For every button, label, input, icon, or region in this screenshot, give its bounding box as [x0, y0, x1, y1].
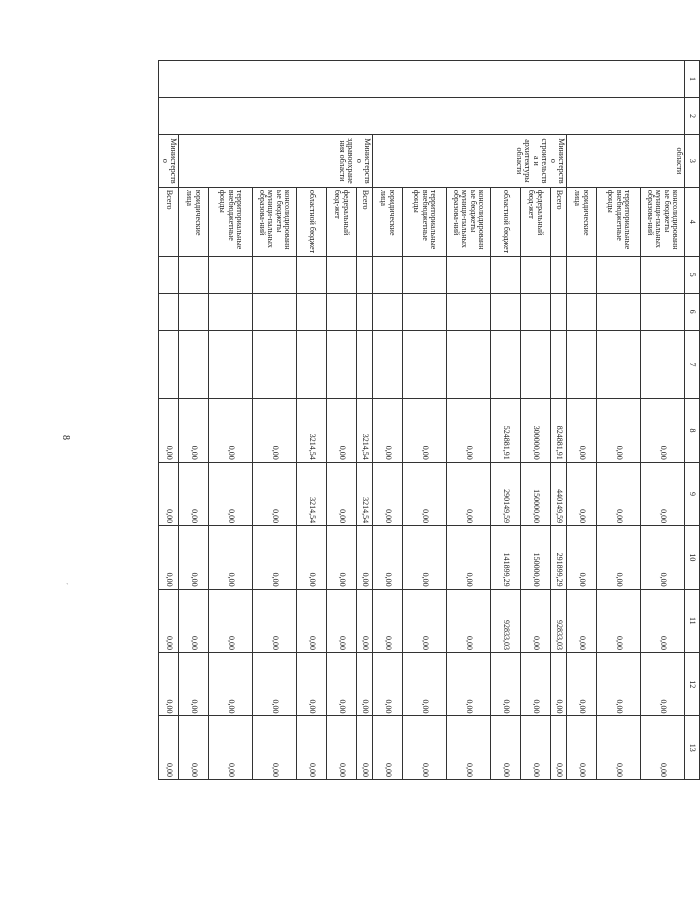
funding-source: Всего: [357, 187, 373, 256]
amount-cell: 92833,03: [551, 589, 567, 652]
cell-col6: [327, 293, 357, 330]
amount-cell: 0,00: [327, 526, 357, 589]
amount-cell: 0,00: [403, 589, 447, 652]
amount-cell: 3214,54: [357, 462, 373, 525]
funding-source: юридические лица: [373, 187, 403, 256]
cell-col6: [179, 293, 209, 330]
scan-mark: `: [66, 582, 69, 591]
cell-col2: [159, 98, 685, 135]
column-number: 9: [685, 462, 700, 525]
amount-cell: 0,00: [373, 716, 403, 780]
cell-col7: [159, 330, 179, 399]
amount-cell: 0,00: [159, 716, 179, 780]
cell-col7: [491, 330, 521, 399]
amount-cell: 0,00: [253, 399, 297, 462]
cell-col7: [209, 330, 253, 399]
column-number: 11: [685, 589, 700, 652]
amount-cell: 0,00: [209, 589, 253, 652]
cell-col7: [357, 330, 373, 399]
amount-cell: 0,00: [159, 526, 179, 589]
amount-cell: 0,00: [403, 462, 447, 525]
amount-cell: 0,00: [357, 526, 373, 589]
amount-cell: 0,00: [567, 399, 597, 462]
cell-col5: [597, 256, 641, 293]
cell-col5: [253, 256, 297, 293]
funding-source: консолидированные бюджеты муници-пальных образова-ний: [641, 187, 685, 256]
amount-cell: 0,00: [159, 653, 179, 716]
cell-col7: [597, 330, 641, 399]
cell-col5: [327, 256, 357, 293]
column-number: 8: [685, 399, 700, 462]
amount-cell: 0,00: [327, 589, 357, 652]
amount-cell: 0,00: [597, 716, 641, 780]
amount-cell: 0,00: [357, 589, 373, 652]
amount-cell: 0,00: [209, 526, 253, 589]
amount-cell: 0,00: [179, 399, 209, 462]
table-row: [357, 61, 373, 780]
amount-cell: 0,00: [327, 716, 357, 780]
amount-cell: 0,00: [641, 526, 685, 589]
amount-cell: 0,00: [179, 462, 209, 525]
funding-source: Всего: [159, 187, 179, 256]
amount-cell: 0,00: [373, 462, 403, 525]
cell-col6: [297, 293, 327, 330]
amount-cell: 0,00: [373, 399, 403, 462]
cell-col7: [253, 330, 297, 399]
amount-cell: 0,00: [491, 653, 521, 716]
amount-cell: 0,00: [373, 589, 403, 652]
column-number: 2: [685, 98, 700, 135]
amount-cell: 0,00: [403, 716, 447, 780]
responsible-executor: Министерство здравоохранения области: [179, 135, 373, 188]
cell-col6: [551, 293, 567, 330]
amount-cell: 440149,59: [551, 462, 567, 525]
rotated-table-wrap: [160, 60, 700, 780]
cell-col5: [179, 256, 209, 293]
amount-cell: 524881,91: [491, 399, 521, 462]
amount-cell: 0,00: [209, 653, 253, 716]
cell-col7: [551, 330, 567, 399]
funding-source: консолидированные бюджеты муници-пальных образова-ний: [447, 187, 491, 256]
amount-cell: 0,00: [521, 653, 551, 716]
amount-cell: 0,00: [297, 716, 327, 780]
responsible-executor: Министерство: [159, 135, 179, 188]
amount-cell: 0,00: [179, 716, 209, 780]
table-row: [159, 61, 179, 780]
cell-col6: [253, 293, 297, 330]
column-number: 4: [685, 187, 700, 256]
cell-col7: [403, 330, 447, 399]
cell-col6: [567, 293, 597, 330]
amount-cell: 0,00: [159, 399, 179, 462]
amount-cell: 0,00: [567, 653, 597, 716]
cell-col6: [373, 293, 403, 330]
amount-cell: 3214,54: [357, 399, 373, 462]
column-number: 12: [685, 653, 700, 716]
cell-col6: [641, 293, 685, 330]
amount-cell: 0,00: [253, 653, 297, 716]
funding-source: федеральный бюд-жет: [521, 187, 551, 256]
amount-cell: 0,00: [597, 653, 641, 716]
responsible-executor: Министерство строительства и архитектуры области: [373, 135, 567, 188]
amount-cell: 0,00: [567, 716, 597, 780]
amount-cell: 92833,03: [491, 589, 521, 652]
amount-cell: 150000,00: [521, 462, 551, 525]
cell-col7: [567, 330, 597, 399]
amount-cell: 0,00: [597, 526, 641, 589]
amount-cell: 0,00: [641, 399, 685, 462]
amount-cell: 0,00: [357, 653, 373, 716]
funding-source: областной бюджет: [491, 187, 521, 256]
page-number: 8: [60, 435, 71, 440]
funding-source: областной бюджет: [297, 187, 327, 256]
amount-cell: 300000,00: [521, 399, 551, 462]
cell-col5: [403, 256, 447, 293]
amount-cell: 0,00: [253, 716, 297, 780]
cell-col7: [297, 330, 327, 399]
funding-source: юридические лица: [567, 187, 597, 256]
amount-cell: 0,00: [447, 462, 491, 525]
amount-cell: 0,00: [373, 653, 403, 716]
cell-col5: [209, 256, 253, 293]
cell-col1: [159, 61, 685, 98]
cell-col6: [597, 293, 641, 330]
amount-cell: 0,00: [297, 526, 327, 589]
table-row: [551, 61, 567, 780]
responsible-executor: области: [567, 135, 685, 188]
cell-col5: [551, 256, 567, 293]
amount-cell: 0,00: [447, 399, 491, 462]
column-number: 13: [685, 716, 700, 780]
amount-cell: 0,00: [447, 653, 491, 716]
amount-cell: 0,00: [253, 462, 297, 525]
amount-cell: 0,00: [253, 526, 297, 589]
amount-cell: 0,00: [447, 526, 491, 589]
amount-cell: 291899,29: [551, 526, 567, 589]
amount-cell: 0,00: [159, 462, 179, 525]
amount-cell: 0,00: [403, 399, 447, 462]
cell-col5: [491, 256, 521, 293]
cell-col5: [447, 256, 491, 293]
amount-cell: 0,00: [597, 589, 641, 652]
funding-source: юридические лица: [179, 187, 209, 256]
amount-cell: 0,00: [327, 653, 357, 716]
column-number: 1: [685, 61, 700, 98]
cell-col5: [357, 256, 373, 293]
amount-cell: 0,00: [209, 716, 253, 780]
table-header-row: [685, 61, 700, 780]
cell-col5: [297, 256, 327, 293]
amount-cell: 0,00: [521, 716, 551, 780]
amount-cell: 3214,54: [297, 399, 327, 462]
funding-source: территориальные внебюджетные фонды: [403, 187, 447, 256]
funding-source: консолидированные бюджеты муници-пальных образова-ний: [253, 187, 297, 256]
amount-cell: 0,00: [403, 526, 447, 589]
cell-col6: [521, 293, 551, 330]
cell-col7: [327, 330, 357, 399]
cell-col5: [567, 256, 597, 293]
amount-cell: 0,00: [209, 462, 253, 525]
amount-cell: 0,00: [641, 589, 685, 652]
funding-source: территориальные внебюджетные фонды: [209, 187, 253, 256]
amount-cell: 0,00: [159, 589, 179, 652]
cell-col6: [447, 293, 491, 330]
amount-cell: 0,00: [597, 399, 641, 462]
funding-source: Всего: [551, 187, 567, 256]
amount-cell: 3214,54: [297, 462, 327, 525]
amount-cell: 0,00: [403, 653, 447, 716]
amount-cell: 0,00: [447, 589, 491, 652]
amount-cell: 0,00: [253, 589, 297, 652]
cell-col7: [521, 330, 551, 399]
cell-col6: [491, 293, 521, 330]
cell-col5: [641, 256, 685, 293]
amount-cell: 0,00: [567, 589, 597, 652]
column-number: 6: [685, 293, 700, 330]
cell-col5: [159, 256, 179, 293]
amount-cell: 0,00: [327, 399, 357, 462]
cell-col7: [447, 330, 491, 399]
column-number: 3: [685, 135, 700, 188]
cell-col7: [179, 330, 209, 399]
amount-cell: 0,00: [297, 653, 327, 716]
column-number: 7: [685, 330, 700, 399]
amount-cell: 0,00: [209, 399, 253, 462]
cell-col6: [357, 293, 373, 330]
funding-source: федеральный бюд-жет: [327, 187, 357, 256]
amount-cell: 0,00: [551, 716, 567, 780]
amount-cell: 0,00: [551, 653, 567, 716]
amount-cell: 0,00: [297, 589, 327, 652]
amount-cell: 0,00: [179, 589, 209, 652]
budget-table: [158, 60, 700, 780]
cell-col6: [209, 293, 253, 330]
amount-cell: 150000,00: [521, 526, 551, 589]
amount-cell: 0,00: [567, 462, 597, 525]
table-row: [641, 61, 685, 780]
amount-cell: 290149,59: [491, 462, 521, 525]
amount-cell: 0,00: [567, 526, 597, 589]
amount-cell: 0,00: [447, 716, 491, 780]
cell-col5: [373, 256, 403, 293]
cell-col6: [403, 293, 447, 330]
column-number: 5: [685, 256, 700, 293]
amount-cell: 0,00: [521, 589, 551, 652]
amount-cell: 0,00: [491, 716, 521, 780]
amount-cell: 0,00: [327, 462, 357, 525]
cell-col7: [641, 330, 685, 399]
amount-cell: 0,00: [641, 716, 685, 780]
cell-col7: [373, 330, 403, 399]
amount-cell: 0,00: [357, 716, 373, 780]
cell-col6: [159, 293, 179, 330]
amount-cell: 0,00: [641, 653, 685, 716]
amount-cell: 824881,91: [551, 399, 567, 462]
amount-cell: 0,00: [179, 653, 209, 716]
amount-cell: 141899,29: [491, 526, 521, 589]
amount-cell: 0,00: [179, 526, 209, 589]
cell-col5: [521, 256, 551, 293]
amount-cell: 0,00: [597, 462, 641, 525]
column-number: 10: [685, 526, 700, 589]
amount-cell: 0,00: [641, 462, 685, 525]
amount-cell: 0,00: [373, 526, 403, 589]
funding-source: территориальные внебюджетные фонды: [597, 187, 641, 256]
